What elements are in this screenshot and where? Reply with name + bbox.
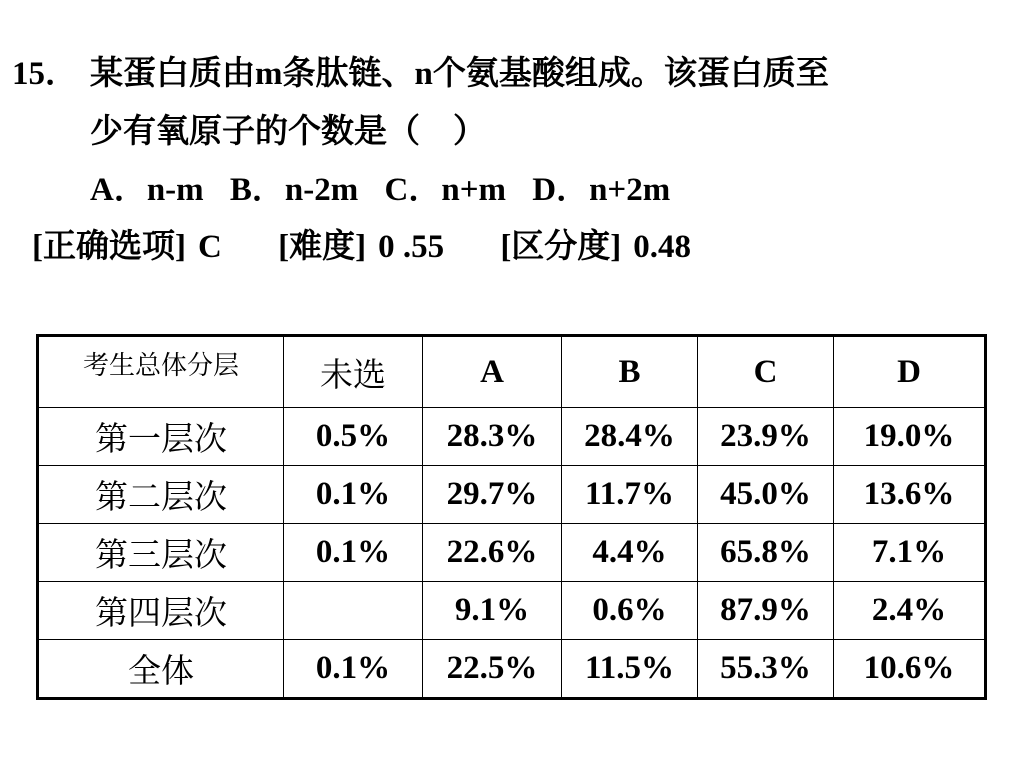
table-row: [38, 640, 986, 699]
question-stem-line-1: 某蛋白质由m条肽链、n个氨基酸组成。该蛋白质至: [90, 56, 829, 92]
cell-c: 65.8%: [698, 524, 834, 582]
answer-distribution-table: [36, 334, 987, 700]
cell-a: 28.3%: [423, 408, 562, 466]
cell-unselected: 0.1%: [284, 640, 423, 699]
option-b: B．n-2m: [229, 172, 359, 208]
row-label: 第一层次: [38, 408, 284, 466]
difficulty-info: [278, 227, 444, 267]
cell-c: 87.9%: [698, 582, 834, 640]
cell-b: 11.5%: [562, 640, 698, 699]
discrimination-info: [500, 227, 691, 267]
difficulty-label: [难度]: [278, 229, 367, 265]
answer-info: [32, 227, 222, 267]
option-c: C．n+m: [384, 172, 506, 208]
table-header-row: [38, 336, 986, 408]
cell-d: 7.1%: [834, 524, 986, 582]
cell-b: 28.4%: [562, 408, 698, 466]
table-row: [38, 524, 986, 582]
question-stem-line-2: 少有氧原子的个数是（ ）: [90, 114, 486, 150]
discrimination-label: [区分度]: [500, 229, 622, 265]
question-line-2: [90, 112, 486, 152]
cell-a: 22.5%: [423, 640, 562, 699]
row-label: 全体: [38, 640, 284, 699]
cell-b: 0.6%: [562, 582, 698, 640]
cell-c: 23.9%: [698, 408, 834, 466]
cell-d: 2.4%: [834, 582, 986, 640]
cell-a: 22.6%: [423, 524, 562, 582]
answer-value: C: [197, 229, 222, 265]
cell-c: 55.3%: [698, 640, 834, 699]
answer-label: [正确选项]: [32, 229, 186, 265]
table-row: [38, 582, 986, 640]
header-cell-a: A: [423, 336, 562, 408]
cell-a: 9.1%: [423, 582, 562, 640]
cell-d: 19.0%: [834, 408, 986, 466]
cell-d: 13.6%: [834, 466, 986, 524]
cell-a: 29.7%: [423, 466, 562, 524]
cell-c: 45.0%: [698, 466, 834, 524]
cell-unselected: 0.1%: [284, 466, 423, 524]
question-line-1: [12, 54, 829, 94]
row-label: 第四层次: [38, 582, 284, 640]
table-row: [38, 408, 986, 466]
discrimination-value: 0.48: [633, 229, 692, 265]
cell-d: 10.6%: [834, 640, 986, 699]
cell-unselected: 0.5%: [284, 408, 423, 466]
table-row: [38, 466, 986, 524]
header-cell-b: B: [562, 336, 698, 408]
header-cell-unselected: 未选: [284, 336, 423, 408]
cell-unselected: [284, 582, 423, 640]
row-label: 第二层次: [38, 466, 284, 524]
difficulty-value: 0 .55: [378, 229, 445, 265]
cell-b: 4.4%: [562, 524, 698, 582]
cell-unselected: 0.1%: [284, 524, 423, 582]
header-cell-group: 考生总体分层: [38, 336, 284, 408]
question-number: 15．: [12, 56, 78, 92]
row-label: 第三层次: [38, 524, 284, 582]
option-a: A．n-m: [90, 172, 204, 208]
option-d: D．n+2m: [532, 172, 671, 208]
header-cell-d: D: [834, 336, 986, 408]
cell-b: 11.7%: [562, 466, 698, 524]
header-cell-c: C: [698, 336, 834, 408]
options-line: [90, 170, 670, 210]
meta-line: [32, 227, 691, 267]
